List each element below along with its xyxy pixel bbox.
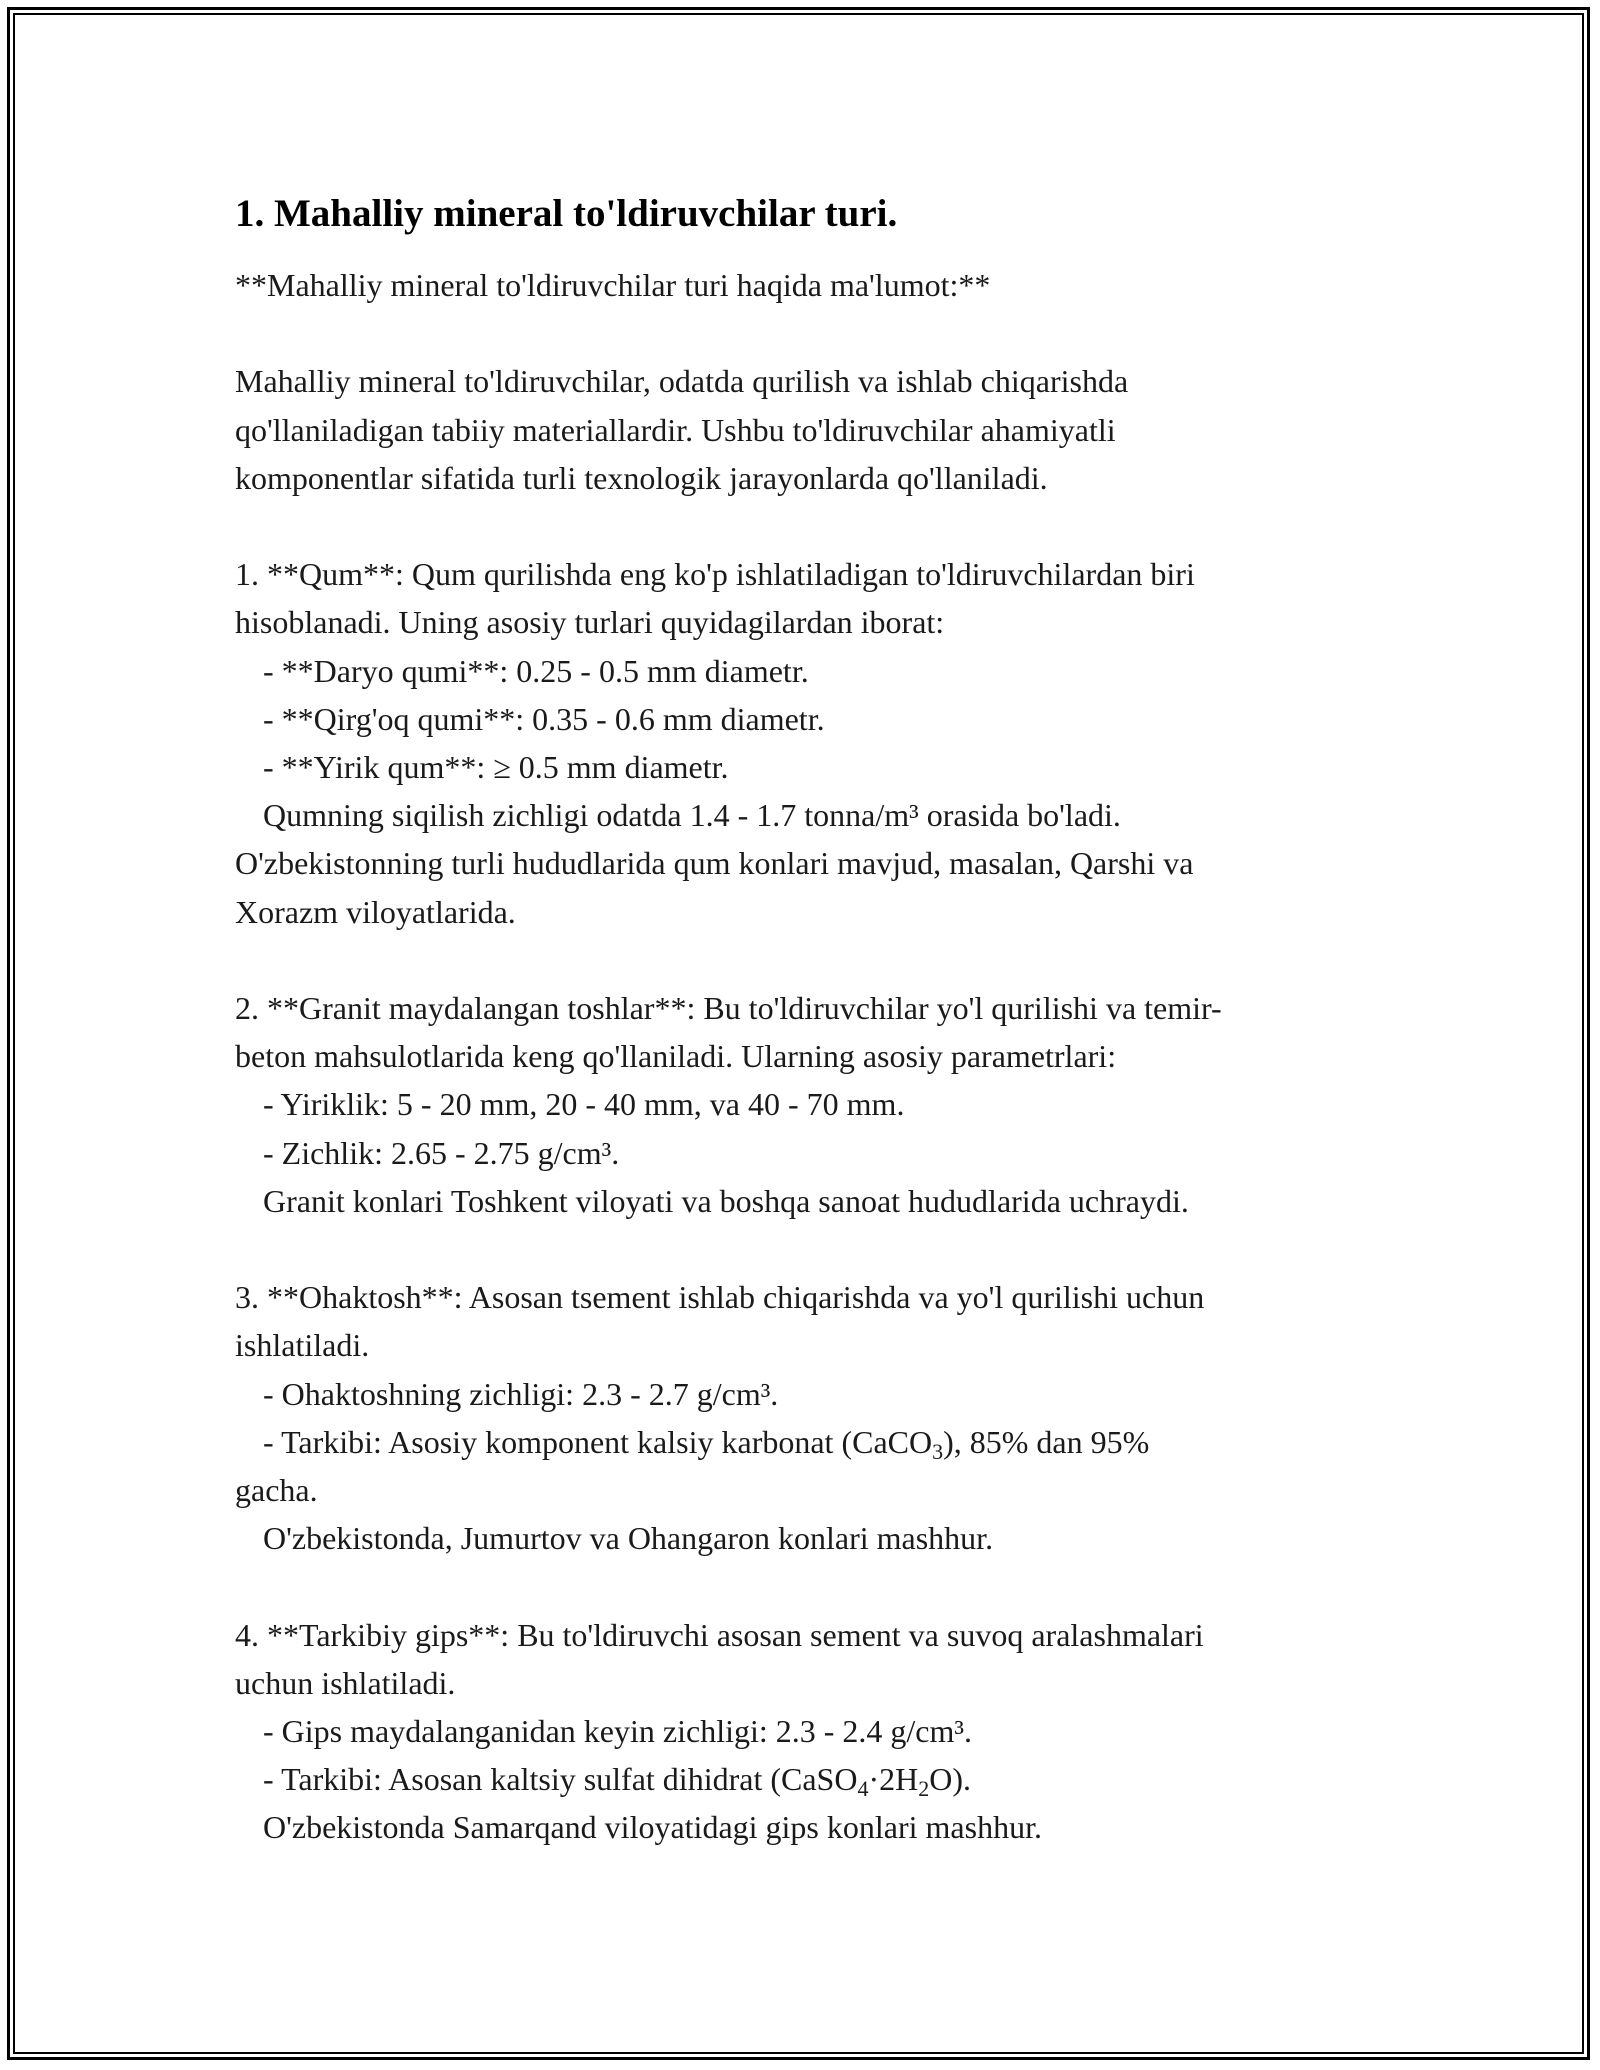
note-line: Xorazm viloyatlarida. [235, 893, 516, 930]
section-text-line: beton mahsulotlarida keng qo'llaniladi. Ularning asosiy parametrlari: [235, 1038, 1117, 1075]
note-line: Qumning siqilish zichligi odatda 1.4 - 1.7 tonna/m³ orasida bo'ladi. [263, 797, 1121, 834]
section-granit [235, 984, 1415, 1225]
note-line: O'zbekistonda, Jumurtov va Ohangaron konlari mashhur. [263, 1520, 994, 1557]
bullet-item: - Yiriklik: 5 - 20 mm, 20 - 40 mm, va 40 - 70 mm. [263, 1086, 905, 1123]
note-line: Granit konlari Toshkent viloyati va boshqa sanoat hududlarida uchraydi. [263, 1182, 1189, 1219]
subtitle-line: **Mahalliy mineral to'ldiruvchilar turi haqida ma'lumot:** [235, 267, 991, 303]
section-heading-line: 1. **Qum**: Qum qurilishda eng ko'p ishlatiladigan to'ldiruvchilardan biri [235, 556, 1195, 593]
formula-subscript: 4 [857, 1776, 869, 1802]
formula-text: ), 85% dan 95% [943, 1423, 1150, 1460]
formula-text: - Tarkibi: Asosiy komponent kalsiy karbonat (CaCO [263, 1423, 933, 1460]
section-heading-line: 3. **Ohaktosh**: Asosan tsement ishlab chiqarishda va yo'l qurilishi uchun [235, 1279, 1205, 1316]
section-text-line: ishlatiladi. [235, 1327, 370, 1364]
formula-text: ·2H [868, 1761, 919, 1798]
section-ohaktosh [235, 1273, 1415, 1562]
note-line: O'zbekistonda Samarqand viloyatidagi gips konlari mashhur. [263, 1809, 1042, 1846]
section-heading-line: 4. **Tarkibiy gips**: Bu to'ldiruvchi asosan sement va suvoq aralashmalari [235, 1616, 1204, 1653]
intro-line: qo'llaniladigan tabiiy materiallardir. Ushbu to'ldiruvchilar ahamiyatli [235, 411, 1116, 448]
formula-subscript: 2 [918, 1776, 930, 1802]
bullet-item: - Gips maydalanganidan keyin zichligi: 2.3 - 2.4 g/cm³. [263, 1713, 972, 1750]
section-text-line: hisoblanadi. Uning asosiy turlari quyidagilardan iborat: [235, 604, 945, 641]
document-body [235, 185, 1415, 1852]
bullet-item-formula [235, 1755, 1415, 1803]
formula-text: O). [929, 1761, 971, 1798]
intro-line: Mahalliy mineral to'ldiruvchilar, odatda qurilish va ishlab chiqarishda [235, 363, 1129, 400]
bullet-item: - Zichlik: 2.65 - 2.75 g/cm³. [263, 1134, 620, 1171]
bullet-item: - **Qirg'oq qumi**: 0.35 - 0.6 mm diametr. [263, 700, 825, 737]
document-title: 1. Mahalliy mineral to'ldiruvchilar turi. [235, 192, 898, 235]
bullet-item: - **Daryo qumi**: 0.25 - 0.5 mm diametr. [263, 652, 809, 689]
bullet-item-formula [235, 1418, 1415, 1466]
document-text [235, 261, 1415, 1852]
intro-line: komponentlar sifatida turli texnologik jarayonlarda qo'llaniladi. [235, 459, 1048, 496]
bullet-item: - Ohaktoshning zichligi: 2.3 - 2.7 g/cm³. [263, 1375, 779, 1412]
section-qum [235, 550, 1415, 936]
formula-text: - Tarkibi: Asosan kaltsiy sulfat dihidrat (CaSO [263, 1761, 858, 1798]
bullet-continuation: gacha. [235, 1472, 318, 1509]
bullet-item: - **Yirik qum**: ≥ 0.5 mm diametr. [263, 749, 729, 785]
note-line: O'zbekistonning turli hududlarida qum konlari mavjud, masalan, Qarshi va [235, 845, 1194, 882]
formula-subscript: 3 [932, 1438, 944, 1464]
intro-paragraph [235, 357, 1415, 502]
section-text-line: uchun ishlatiladi. [235, 1664, 456, 1701]
section-gips [235, 1611, 1415, 1852]
section-heading-line: 2. **Granit maydalangan toshlar**: Bu to'ldiruvchilar yo'l qurilishi va temir- [235, 990, 1222, 1026]
